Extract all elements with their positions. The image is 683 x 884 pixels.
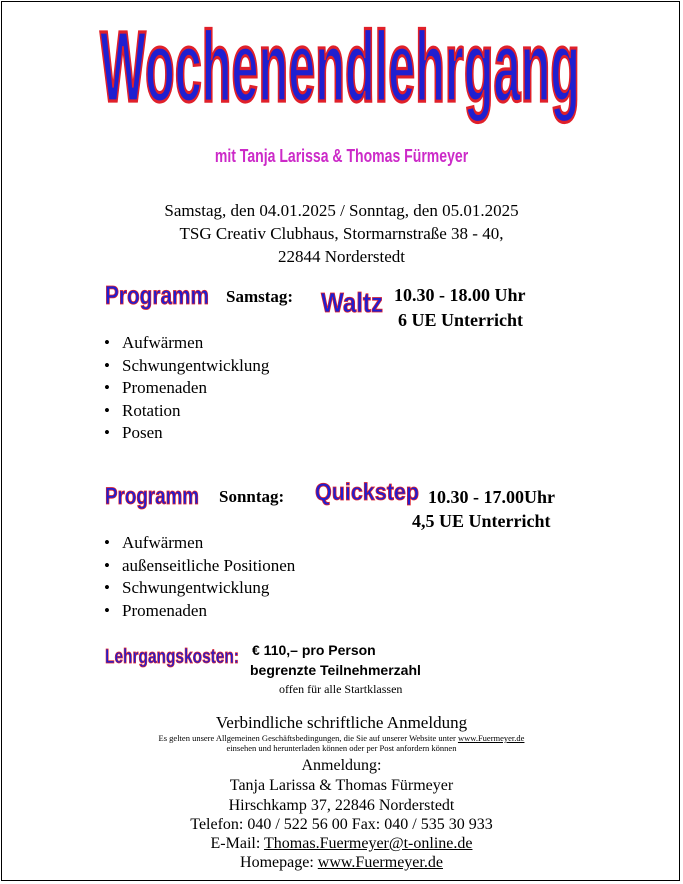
email-label: E-Mail: [210,835,265,852]
email-link[interactable]: Thomas.Fuermeyer@t-online.de [264,835,473,852]
event-city: 22844 Norderstedt [277,247,405,266]
sunday-list [100,532,295,622]
costs-open: offen für alle Startklassen [279,682,403,696]
contact-address: Hirschkamp 37, 22846 Norderstedt [228,797,455,814]
list-item: • Posen [100,422,269,445]
contact-email-line [0,834,683,854]
subtitle: mit Tanja Larissa & Thomas Fürmeyer [214,146,469,166]
sunday-day-label: Sonntag: [219,487,285,506]
list-item: • Aufwärmen [100,332,269,355]
saturday-units: 6 UE Unterricht [398,310,523,330]
registration-heading: Verbindliche schriftliche Anmeldung [215,713,468,732]
saturday-program-wordart [103,270,211,310]
list-item: • Schwungentwicklung [100,355,269,378]
sunday-program-wordart [103,472,201,512]
homepage-label: Homepage: [240,854,318,871]
headline-title: Wochenendlehrgang [100,11,580,124]
saturday-day-label: Samstag: [226,287,294,306]
contact-homepage-line [0,853,683,873]
list-item: • Aufwärmen [100,532,295,555]
costs-limit: begrenzte Teilnehmerzahl [250,662,421,678]
sunday-time: 10.30 - 17.00Uhr [428,487,555,507]
list-item: • Promenaden [100,377,269,400]
sunday-units: 4,5 UE Unterricht [412,511,551,531]
sunday-dance: Quickstep [315,479,419,506]
homepage-link[interactable]: www.Fuermeyer.de [317,854,443,871]
event-venue: TSG Creativ Clubhaus, Stormarnstraße 38 - 40, [179,224,504,243]
list-item: • außenseitliche Positionen [100,555,295,578]
contact-names: Tanja Larissa & Thomas Fürmeyer [229,777,454,794]
terms-text: Es gelten unsere Allgemeinen Geschäftsbedingungen, die Sie auf unserer Website unter [158,733,458,743]
saturday-list [100,332,269,445]
saturday-program-label: Programm [105,280,209,310]
costs-label: Lehrgangskosten: [105,646,239,668]
list-item: • Schwungentwicklung [100,577,295,600]
headline-wordart [0,0,683,150]
list-item: • Promenaden [100,600,295,623]
costs-wordart [103,636,241,670]
registration-label: Anmeldung: [301,757,382,774]
contact-phone: Telefon: 040 / 522 56 00 Fax: 040 / 535 30 933 [190,816,493,833]
sunday-dance-wordart [313,468,421,508]
sunday-program-label: Programm [105,483,199,510]
costs-price: € 110,– pro Person [252,642,376,658]
saturday-dance-wordart [319,278,385,318]
saturday-dance: Waltz [321,287,383,318]
saturday-time: 10.30 - 18.00 Uhr [394,285,526,305]
list-item: • Rotation [100,400,269,423]
terms-website-link[interactable]: www.Fuermeyer.de [457,733,525,743]
terms-line-2: einsehen und herunterladen können oder per Post anfordern können [226,743,457,753]
event-dates: Samstag, den 04.01.2025 / Sonntag, den 05.01.2025 [164,201,519,220]
